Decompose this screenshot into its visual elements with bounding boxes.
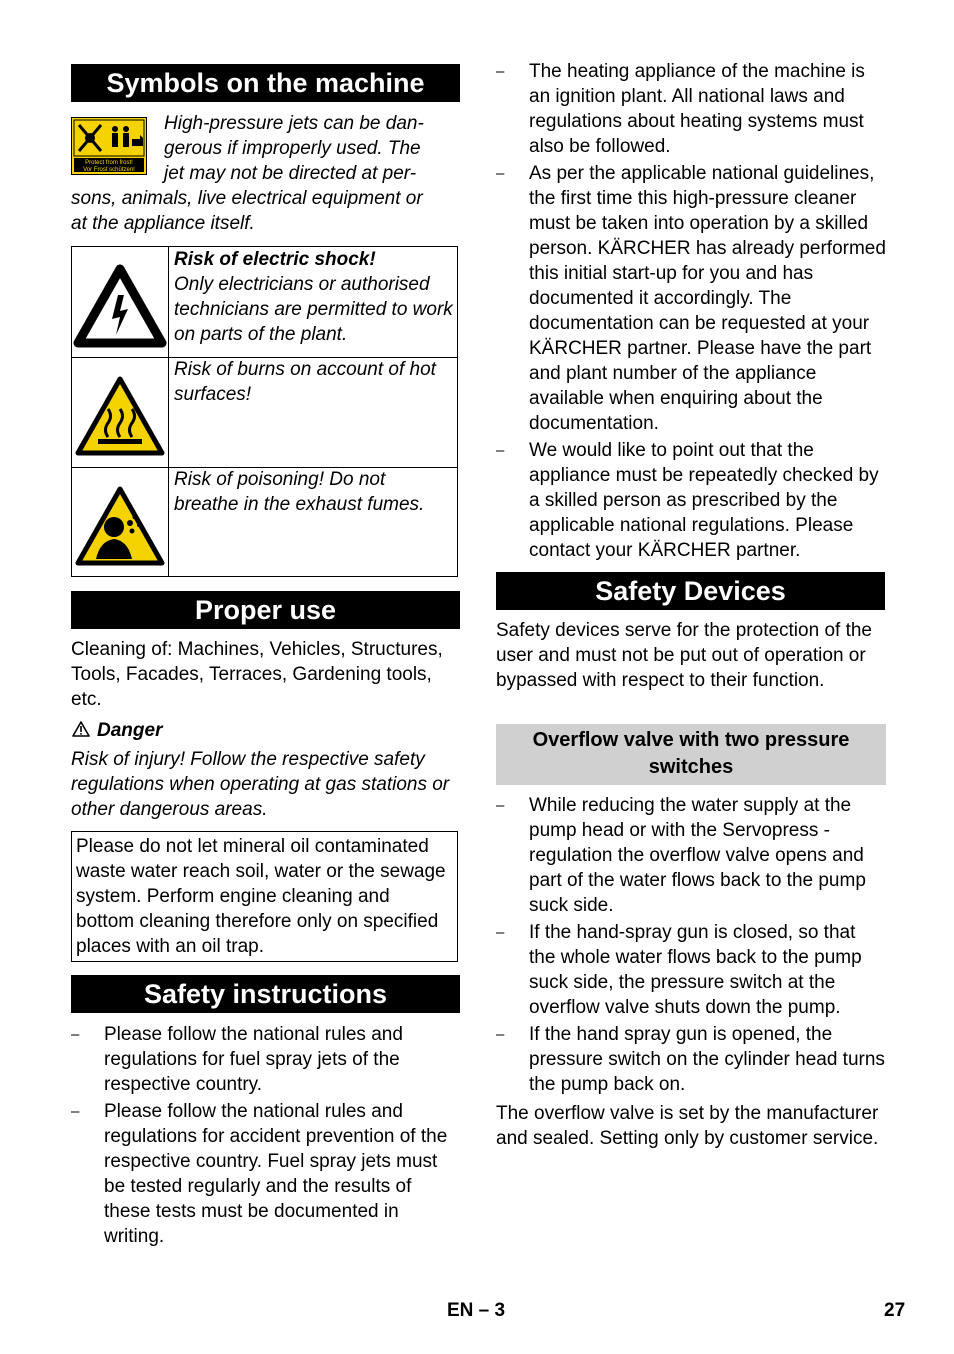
danger-label: Danger [97,720,163,741]
proper-use-heading: Proper use [71,591,460,629]
list-item-text: Please follow the national rules and regulations for accident prevention of the respective country. Fuel spray jets must be tested regularly and the results of these tests must be documented in writing. [104,1101,448,1247]
list-item-text: If the hand-spray gun is closed, so that the whole water flows back to the pump suck side, the pressure switch at the overflow valve shuts down the pump. [529,922,862,1018]
list-item [496,1022,886,1097]
list-item [496,59,886,159]
list-item [496,161,886,436]
hot-surface-text: Risk of burns on account of hot surfaces! [174,359,436,405]
electric-shock-icon [72,247,169,357]
jet-warning-line4: sons, animals, live electrical equipment or [71,188,423,209]
danger-label-row [71,718,162,743]
list-item-text: Please follow the national rules and regulations for fuel spray jets of the respective country. [104,1024,403,1095]
proper-use-text: Cleaning of: Machines, Vehicles, Structures, Tools, Facades, Terraces, Gardening tools, etc. [71,639,443,710]
warning-triangle-icon [71,718,97,743]
jet-warning-line5: at the appliance itself. [71,213,255,234]
section-label: EN – 3 [447,1300,506,1321]
hot-surface-icon [72,357,169,467]
jet-warning-line1: High-pressure jets can be dan- [164,113,424,134]
oil-notice-text: Please do not let mineral oil contaminated waste water reach soil, water or the sewage system. Perform engine cleaning and bottom cleaning therefore only on specified places with an oil trap. [76,836,446,957]
list-item-text: The heating appliance of the machine is an ignition plant. All national laws and regulations about heating systems must also be followed. [529,61,865,157]
symbol-row-electric [72,247,457,358]
machine-label-text-bottom: Vor Frost schützen! [83,167,135,173]
dash-marker: – [71,1026,80,1043]
symbol-row-hot-surface [72,357,457,468]
safety-instructions-list [71,1022,460,1251]
list-item-text: If the hand spray gun is opened, the pressure switch on the cylinder head turns the pump back on. [529,1024,885,1095]
machine-label-text-top: Protect from frost! [85,160,133,166]
dash-marker: – [496,442,505,459]
dash-marker: – [496,924,505,941]
list-item [496,793,886,918]
oil-notice-box [71,831,458,962]
overflow-valve-list [496,793,886,1099]
symbols-table [71,246,458,577]
poisoning-icon [72,467,169,577]
list-item-text: As per the applicable national guidelines, the first time this high-pressure cleaner must be taken into operation by a skilled person. KÄRCHER has already performed this initial start-up for you and has documented it accordingly. The documentation can be requested at your KÄRCHER partner. Please have the part and plant number of the appliance available when enquiring about the documentation. [529,163,886,434]
poisoning-text: Risk of poisoning! Do not breathe in the exhaust fumes. [174,469,425,515]
electric-shock-title: Risk of electric shock! [174,249,376,270]
safety-devices-text: Safety devices serve for the protection of the user and must not be put out of operation or bypassed with respect to their function. [496,620,872,691]
jet-warning-line2: gerous if improperly used. The [164,138,421,159]
danger-text: Risk of injury! Follow the respective safety regulations when operating at gas stations or other dangerous areas. [71,749,450,820]
list-item [496,438,886,563]
list-item [71,1022,460,1097]
dash-marker: – [71,1103,80,1120]
dash-marker: – [496,1026,505,1043]
safety-devices-heading: Safety Devices [496,572,885,610]
electric-shock-text: Only electricians or authorised technicians are permitted to work on parts of the plant. [174,274,453,345]
symbols-heading: Symbols on the machine [71,64,460,102]
page-number: 27 [884,1300,906,1321]
safety-instructions-heading: Safety instructions [71,975,460,1013]
dash-marker: – [496,165,505,182]
list-item [71,1099,460,1249]
overflow-closing-text: The overflow valve is set by the manufacturer and sealed. Setting only by customer service. [496,1103,879,1149]
dash-marker: – [496,797,505,814]
machine-label-icon [71,117,147,175]
list-item-text: While reducing the water supply at the pump head or with the Servopress - regulation the overflow valve opens and part of the water flows back to the pump suck side. [529,795,866,916]
list-item [496,920,886,1020]
list-item-text: We would like to point out that the appliance must be repeatedly checked by a skilled person as prescribed by the applicable national regulations. Please contact your KÄRCHER partner. [529,440,879,561]
overflow-valve-heading: Overflow valve with two pressure switches [496,724,886,785]
dash-marker: – [496,63,505,80]
symbol-row-poisoning [72,467,457,577]
jet-warning-line3: jet may not be directed at per- [164,163,417,184]
heating-regulations-list [496,59,886,565]
